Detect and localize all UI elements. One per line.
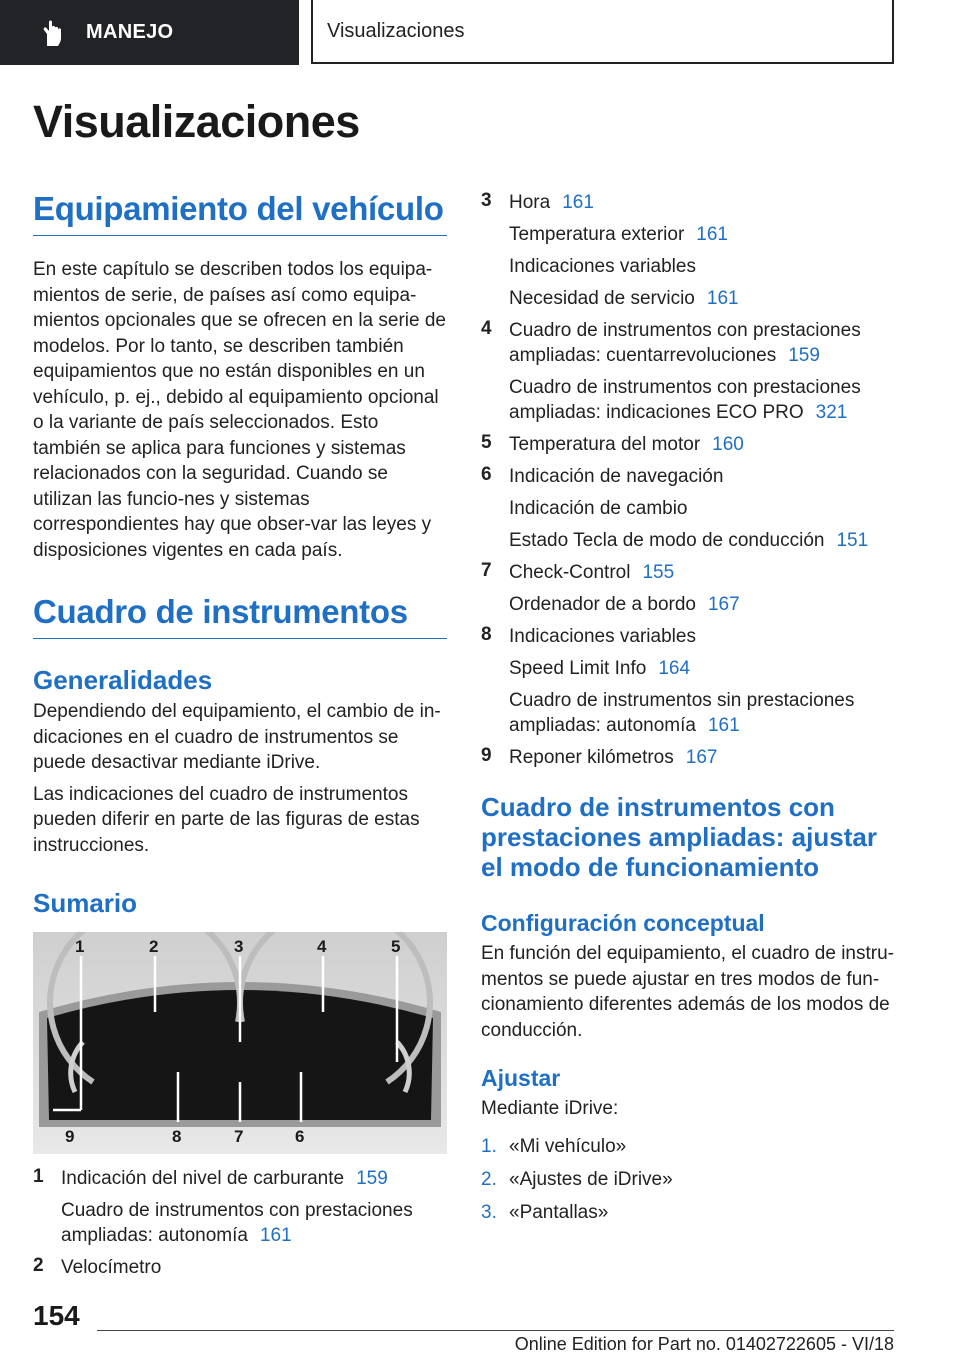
figure-label-6: 6 [295,1127,305,1146]
list-item: 6 Indicación de navegación Indicación de cambio Estado Tecla de modo de conducción 151 [481,464,869,551]
legend-list-left [33,1166,447,1280]
left-column [33,190,447,1287]
list-item: 2 Velocímetro [33,1255,162,1278]
list-item: 8 Indicaciones variables Speed Limit Info 164 Cuadro de instrumentos sin prestaciones ampliadas: autonomía 161 [481,624,855,736]
paragraph-generalidades-2: Las indicaciones del cuadro de instrumentos pueden diferir en parte de las figuras de estas instrucciones. [33,783,420,856]
page-ref-link[interactable]: 161 [706,288,739,309]
page-ref-link[interactable]: 161 [707,715,740,736]
figure-label-2: 2 [149,937,159,956]
figure-label-3: 3 [234,937,244,956]
footer-divider [97,1330,894,1331]
chapter-label: Visualizaciones [327,19,465,42]
page-ref-link[interactable]: 159 [356,1168,388,1189]
heading-equipamiento: Equipamiento del vehículo [33,190,447,236]
edition-note: Online Edition for Part no. 01402722605 - VI/18 [514,1334,894,1354]
figure-label-8: 8 [172,1127,182,1146]
page-ref-link[interactable]: 155 [642,562,675,583]
hand-icon [38,18,68,48]
legend-list-right [481,190,896,770]
section-label: MANEJO [86,21,174,43]
instrument-cluster-figure [33,932,447,1154]
paragraph-configuracion: En función del equipamiento, el cuadro de instru-mentos se puede ajustar en tres modos de fun-cionamiento diferentes además de los modos de conducción. [481,943,894,1041]
paragraph-generalidades-1: Dependiendo del equipamiento, el cambio de in-dicaciones en el cuadro de instrumentos se puede desactivar mediante iDrive. [33,701,441,773]
page-ref-link[interactable]: 161 [562,192,594,213]
heading-configuracion: Configuración conceptual [481,910,765,936]
section-tab [0,0,299,65]
chapter-header [311,0,894,64]
step-item: 2. «Ajustes de iDrive» [481,1168,673,1190]
page-ref-link[interactable]: 159 [788,345,820,366]
list-item: 3 Hora 161 Temperatura exterior 161 Indicaciones variables Necesidad de servicio 161 [481,190,739,309]
page-ref-link[interactable]: 161 [259,1225,292,1246]
list-item: 1 Indicación del nivel de carburante 159 Cuadro de instrumentos con prestaciones ampliadas: autonomía 161 [33,1166,413,1246]
figure-label-1: 1 [75,937,85,956]
page-ref-link[interactable]: 321 [815,402,848,423]
heading-sumario: Sumario [33,888,138,918]
right-column [481,190,896,1233]
heading-ajustar: Ajustar [481,1065,561,1091]
list-item: 9 Reponer kilómetros 167 [481,745,718,768]
paragraph-ajustar: Mediante iDrive: [481,1098,619,1119]
page-ref-link[interactable]: 160 [712,434,744,455]
list-item: 7 Check-Control 155 Ordenador de a bordo 167 [481,560,740,615]
step-item: 3. «Pantallas» [481,1201,609,1223]
page-ref-link[interactable]: 167 [685,747,718,768]
page-number: 154 [33,1300,80,1331]
list-item: 5 Temperatura del motor 160 [481,432,744,455]
figure-label-9: 9 [65,1127,75,1146]
page-ref-link[interactable]: 151 [836,530,869,551]
heading-cuadro: Cuadro de instrumentos [33,593,447,639]
figure-label-7: 7 [234,1127,244,1146]
list-item: 4 Cuadro de instrumentos con prestaciones ampliadas: cuentarrevoluciones 159 Cuadro de instrumentos con prestaciones ampliadas: indicaciones ECO PRO 321 [481,318,861,423]
page-ref-link[interactable]: 167 [707,594,740,615]
step-item: 1. «Mi vehículo» [481,1135,627,1157]
figure-label-5: 5 [391,937,401,956]
steps-list [481,1134,896,1225]
heading-modo-funcionamiento: Cuadro de instrumentos con prestaciones ampliadas: ajustar el modo de funcionamiento [481,792,877,882]
page-ref-link[interactable]: 161 [696,224,728,245]
figure-label-4: 4 [317,937,327,956]
paragraph-equipamiento: En este capítulo se describen todos los equipa-mientos de serie, de países así como equipa-mientos opcionales que se ofrecen en la serie de modelos. Por lo tanto, se describen también equipamientos que no están disponibles en un vehículo, p. ej., debido al equipamiento opcional o la variante de país seleccionados. Esto también se aplica para funciones y sistemas relacionados con la seguridad. Cuando se utilizan las funcio-nes y sistemas correspondientes hay que obser-var las leyes y disposiciones vigentes en cada país. [33,259,446,561]
page-ref-link[interactable]: 164 [658,658,691,679]
page-title: Visualizaciones [33,96,360,147]
heading-generalidades: Generalidades [33,665,213,695]
